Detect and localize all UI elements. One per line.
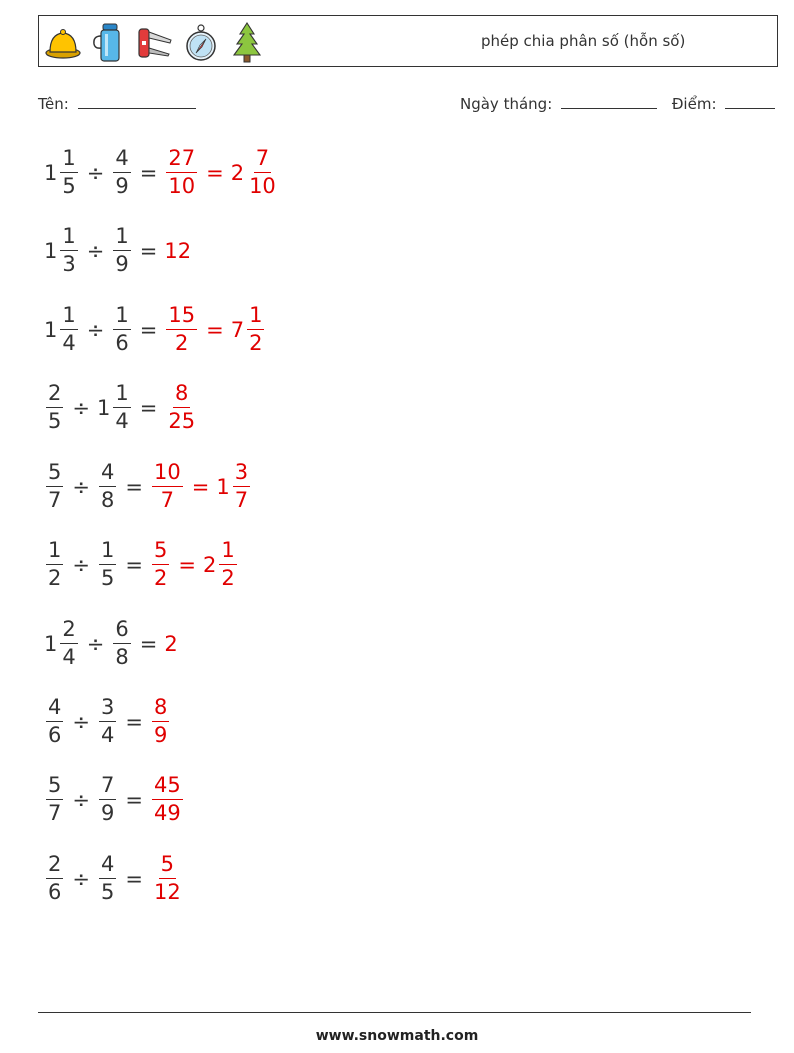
- fraction: [233, 462, 250, 511]
- equals-sign: =: [125, 709, 143, 734]
- answer: [231, 148, 280, 197]
- whole-part: 1: [216, 474, 230, 499]
- problem-row: [44, 148, 280, 197]
- equals-sign: =: [139, 160, 158, 185]
- numerator: 1: [60, 148, 77, 173]
- whole-part: 2: [230, 160, 245, 185]
- numerator: 3: [233, 462, 250, 487]
- denominator: 6: [48, 880, 62, 904]
- denominator: 2: [153, 566, 168, 590]
- mixed-number: [97, 540, 118, 589]
- equals-sign: =: [139, 238, 158, 263]
- denominator: 2: [175, 331, 189, 355]
- fraction: [219, 540, 236, 589]
- fraction: [46, 697, 63, 746]
- denominator: 5: [100, 566, 115, 590]
- answer-equals-sign: =: [191, 474, 210, 499]
- answer: [150, 697, 171, 746]
- fraction: [46, 462, 63, 511]
- numerator: 7: [254, 148, 271, 173]
- answer: [164, 383, 199, 432]
- name-blank[interactable]: [78, 94, 196, 109]
- mixed-number: [44, 305, 80, 354]
- divide-sign: ÷: [86, 160, 105, 185]
- mixed-number: [44, 619, 80, 668]
- numerator: 1: [113, 226, 130, 251]
- mixed-number: [97, 462, 118, 511]
- equals-sign: =: [139, 317, 158, 342]
- whole-part: 1: [44, 238, 58, 263]
- divide-sign: ÷: [72, 866, 90, 891]
- equals-sign: =: [139, 631, 158, 656]
- numerator: 7: [99, 775, 116, 800]
- fraction: [60, 148, 77, 197]
- denominator: 5: [62, 174, 76, 198]
- fraction: [113, 305, 130, 354]
- denominator: 2: [221, 566, 235, 590]
- answer-equals-sign: =: [206, 160, 224, 185]
- problem-row: [44, 305, 266, 354]
- fraction: [99, 775, 116, 824]
- date-label: Ngày tháng:: [460, 95, 553, 113]
- divide-sign: ÷: [86, 238, 105, 263]
- denominator: 3: [62, 252, 76, 276]
- divide-sign: ÷: [72, 787, 90, 812]
- denominator: 4: [115, 409, 129, 433]
- fraction: [113, 383, 130, 432]
- fraction: [99, 854, 116, 903]
- numerator: 8: [152, 697, 169, 722]
- fraction: [166, 148, 197, 197]
- mixed-number: [97, 383, 133, 432]
- denominator: 6: [48, 723, 62, 747]
- date-score-field: [460, 94, 775, 113]
- numerator: 2: [46, 854, 63, 879]
- fraction: [46, 540, 63, 589]
- answer: [164, 632, 178, 656]
- mixed-number: [111, 305, 132, 354]
- thermos-icon: [89, 20, 129, 64]
- fraction: [46, 854, 63, 903]
- denominator: 7: [48, 488, 62, 512]
- answer: [164, 148, 199, 197]
- fraction: [152, 775, 183, 824]
- denominator: 8: [100, 488, 115, 512]
- mixed-number: [44, 854, 65, 903]
- problem-row: [44, 462, 252, 511]
- equals-sign: =: [125, 787, 143, 812]
- problem-row: [44, 775, 185, 824]
- denominator: 5: [48, 409, 62, 433]
- numerator: 45: [152, 775, 183, 800]
- fraction: [99, 697, 116, 746]
- whole-part: 1: [96, 395, 111, 420]
- numerator: 5: [159, 854, 176, 879]
- numerator: 15: [166, 305, 197, 330]
- numerator: 2: [60, 619, 77, 644]
- denominator: 7: [234, 488, 249, 512]
- answer: [150, 540, 171, 589]
- header-box: [38, 15, 778, 67]
- fraction: [99, 540, 116, 589]
- equals-sign: =: [125, 552, 143, 577]
- date-blank[interactable]: [561, 94, 657, 109]
- mixed-number: [111, 148, 132, 197]
- numerator: 1: [60, 305, 77, 330]
- score-blank[interactable]: [725, 94, 775, 109]
- problem-row: [44, 383, 199, 432]
- divide-sign: ÷: [72, 709, 90, 734]
- problem-row: [44, 226, 192, 275]
- mixed-number: [44, 697, 65, 746]
- denominator: 9: [115, 174, 129, 198]
- divide-sign: ÷: [72, 395, 90, 420]
- answer-equals-sign: =: [178, 552, 196, 577]
- denominator: 2: [249, 331, 263, 355]
- divide-sign: ÷: [86, 631, 105, 656]
- fraction: [60, 305, 77, 354]
- numerator: 1: [60, 226, 77, 251]
- name-field: [38, 94, 196, 113]
- denominator: 4: [62, 331, 76, 355]
- divide-sign: ÷: [72, 474, 90, 499]
- score-label: Điểm:: [671, 95, 717, 113]
- denominator: 9: [153, 723, 168, 747]
- answer: [231, 305, 267, 354]
- numerator: 5: [152, 540, 169, 565]
- denominator: 2: [48, 566, 62, 590]
- fraction: [46, 383, 63, 432]
- numerator: 1: [247, 305, 264, 330]
- mixed-number: [44, 148, 80, 197]
- pocket-knife-icon: [135, 20, 175, 64]
- whole-part: 1: [44, 631, 58, 656]
- whole-part: 1: [44, 317, 58, 342]
- problem-row: [44, 854, 185, 903]
- denominator: 4: [100, 723, 115, 747]
- numerator: 1: [219, 540, 236, 565]
- problem-row: [44, 540, 239, 589]
- whole-part: 7: [230, 317, 245, 342]
- mixed-number: [44, 540, 65, 589]
- fraction: [152, 462, 183, 511]
- numerator: 10: [152, 462, 183, 487]
- answer: [150, 462, 185, 511]
- numerator: 3: [99, 697, 116, 722]
- footer-url: www.snowmath.com: [315, 1028, 479, 1044]
- denominator: 7: [160, 488, 175, 512]
- answer: [203, 540, 239, 589]
- answer-equals-sign: =: [206, 317, 224, 342]
- numerator: 4: [113, 148, 130, 173]
- answer: [150, 775, 185, 824]
- equals-sign: =: [139, 395, 158, 420]
- mixed-number: [97, 775, 118, 824]
- problem-row: [44, 697, 171, 746]
- equals-sign: =: [125, 474, 143, 499]
- numerator: 4: [46, 697, 63, 722]
- name-label: Tên:: [38, 95, 69, 113]
- denominator: 8: [115, 645, 129, 669]
- mixed-number: [111, 226, 132, 275]
- equals-sign: =: [125, 866, 143, 891]
- numerator: 27: [166, 148, 197, 173]
- fraction: [166, 305, 197, 354]
- answer: [150, 854, 185, 903]
- denominator: 10: [249, 174, 276, 198]
- mixed-number: [111, 619, 132, 668]
- numerator: 1: [46, 540, 63, 565]
- divide-sign: ÷: [86, 317, 105, 342]
- denominator: 7: [48, 801, 62, 825]
- tree-icon: [227, 20, 267, 64]
- mixed-number: [44, 775, 65, 824]
- numerator: 1: [113, 383, 130, 408]
- problem-row: [44, 619, 179, 668]
- denominator: 9: [100, 801, 115, 825]
- fraction: [60, 226, 77, 275]
- whole-part: 12: [164, 238, 192, 263]
- whole-part: 1: [44, 160, 58, 185]
- whole-part: 2: [202, 552, 217, 577]
- fraction: [113, 148, 130, 197]
- fraction: [60, 619, 77, 668]
- numerator: 5: [46, 775, 63, 800]
- numerator: 6: [113, 619, 130, 644]
- fraction: [46, 775, 63, 824]
- compass-icon: [181, 20, 221, 64]
- numerator: 5: [46, 462, 63, 487]
- denominator: 49: [153, 801, 181, 825]
- numerator: 1: [99, 540, 116, 565]
- denominator: 5: [100, 880, 115, 904]
- fraction: [166, 383, 197, 432]
- numerator: 1: [113, 305, 130, 330]
- fraction: [113, 226, 130, 275]
- numerator: 4: [99, 462, 116, 487]
- answer: [164, 305, 199, 354]
- whole-part: 2: [164, 631, 178, 656]
- fraction: [152, 697, 169, 746]
- denominator: 10: [168, 174, 196, 198]
- denominator: 9: [115, 252, 129, 276]
- mixed-number: [44, 462, 65, 511]
- fraction: [113, 619, 130, 668]
- fraction: [152, 854, 183, 903]
- numerator: 8: [173, 383, 190, 408]
- fraction: [99, 462, 116, 511]
- worksheet-title: phép chia phân số (hỗn số): [481, 32, 686, 50]
- numerator: 4: [99, 854, 116, 879]
- header-icons: [43, 20, 267, 64]
- mixed-number: [97, 697, 118, 746]
- hat-icon: [43, 20, 83, 64]
- answer: [164, 239, 192, 263]
- answer: [216, 462, 252, 511]
- fraction: [247, 305, 264, 354]
- mixed-number: [97, 854, 118, 903]
- fraction: [152, 540, 169, 589]
- fraction: [247, 148, 278, 197]
- denominator: 6: [115, 331, 129, 355]
- numerator: 2: [46, 383, 63, 408]
- mixed-number: [44, 383, 65, 432]
- mixed-number: [44, 226, 80, 275]
- denominator: 25: [168, 409, 196, 433]
- denominator: 4: [62, 645, 76, 669]
- divide-sign: ÷: [72, 552, 90, 577]
- footer-divider: [38, 1012, 751, 1013]
- denominator: 12: [153, 880, 181, 904]
